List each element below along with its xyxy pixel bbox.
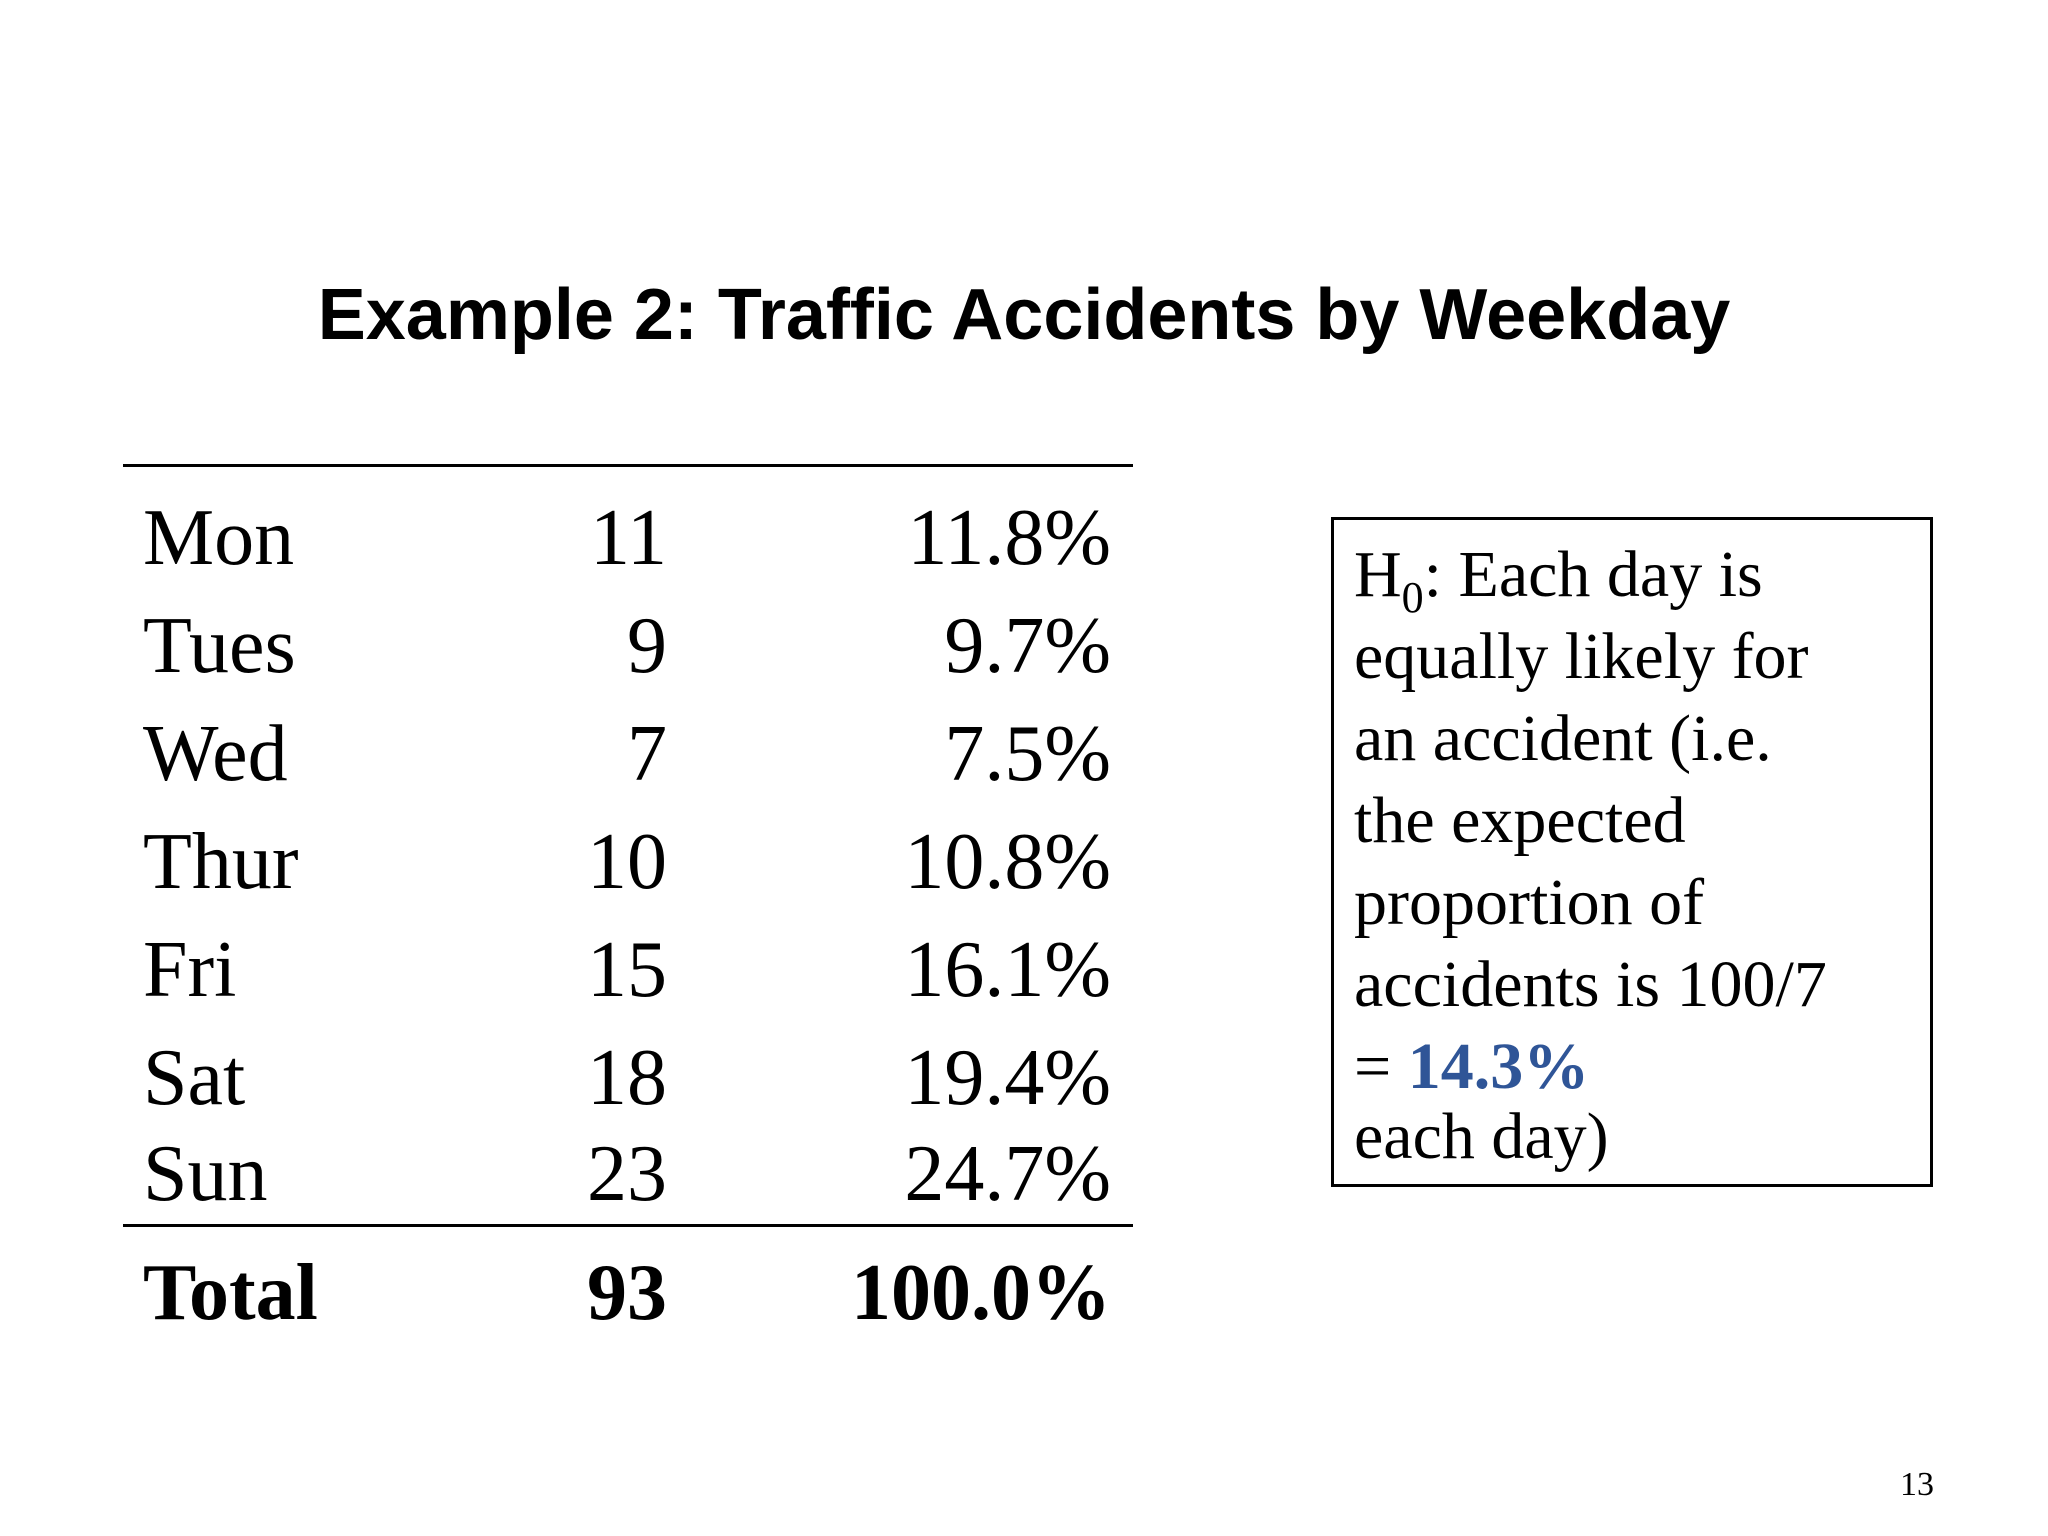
table-row <box>123 1120 1133 1228</box>
table-top-rule <box>123 464 1133 467</box>
day-cell: Mon <box>143 494 295 582</box>
percent-cell: 7.5% <box>944 710 1111 798</box>
day-cell: Thur <box>143 818 299 906</box>
hypothesis-line-2: equally likely for <box>1354 620 1809 693</box>
total-count: 93 <box>587 1249 667 1337</box>
day-cell: Sun <box>143 1130 268 1218</box>
table-row <box>123 700 1133 808</box>
hypothesis-h-subscript: 0 <box>1401 573 1424 622</box>
hypothesis-line-1-text: : Each day is <box>1423 538 1763 611</box>
accidents-table <box>123 464 1133 1344</box>
table-total-row <box>123 1239 1133 1347</box>
day-cell: Sat <box>143 1034 246 1122</box>
count-cell: 15 <box>587 926 667 1014</box>
count-cell: 18 <box>587 1034 667 1122</box>
table-row <box>123 1024 1133 1132</box>
percent-cell: 9.7% <box>944 602 1111 690</box>
percent-cell: 11.8% <box>907 494 1111 582</box>
day-cell: Fri <box>143 926 237 1014</box>
count-cell: 9 <box>627 602 667 690</box>
percent-cell: 24.7% <box>904 1130 1111 1218</box>
slide-title: Example 2: Traffic Accidents by Weekday <box>317 275 1731 355</box>
hypothesis-equals: = <box>1354 1030 1408 1103</box>
expected-percent-value: 14.3% <box>1407 1030 1590 1103</box>
hypothesis-line-8: each day) <box>1354 1100 1609 1173</box>
table-row <box>123 808 1133 916</box>
percent-cell: 19.4% <box>904 1034 1111 1122</box>
hypothesis-line-5: proportion of <box>1354 866 1705 939</box>
count-cell: 23 <box>587 1130 667 1218</box>
total-label: Total <box>143 1249 318 1337</box>
percent-cell: 16.1% <box>904 926 1111 1014</box>
hypothesis-line-3: an accident (i.e. <box>1354 702 1772 775</box>
table-row <box>123 592 1133 700</box>
table-bottom-rule <box>123 1224 1133 1227</box>
table-row <box>123 484 1133 592</box>
table-row <box>123 916 1133 1024</box>
hypothesis-line-1 <box>1354 534 1763 623</box>
total-percent: 100.0% <box>851 1249 1111 1337</box>
count-cell: 11 <box>589 494 667 582</box>
count-cell: 10 <box>587 818 667 906</box>
hypothesis-line-4: the expected <box>1354 784 1686 857</box>
day-cell: Wed <box>143 710 288 798</box>
count-cell: 7 <box>627 710 667 798</box>
null-hypothesis-box <box>1331 517 1933 1187</box>
page-number: 13 <box>1900 1466 1934 1503</box>
hypothesis-line-6: accidents is 100/7 <box>1354 948 1827 1021</box>
day-cell: Tues <box>143 602 296 690</box>
hypothesis-h-letter: H <box>1354 538 1402 611</box>
percent-cell: 10.8% <box>904 818 1111 906</box>
